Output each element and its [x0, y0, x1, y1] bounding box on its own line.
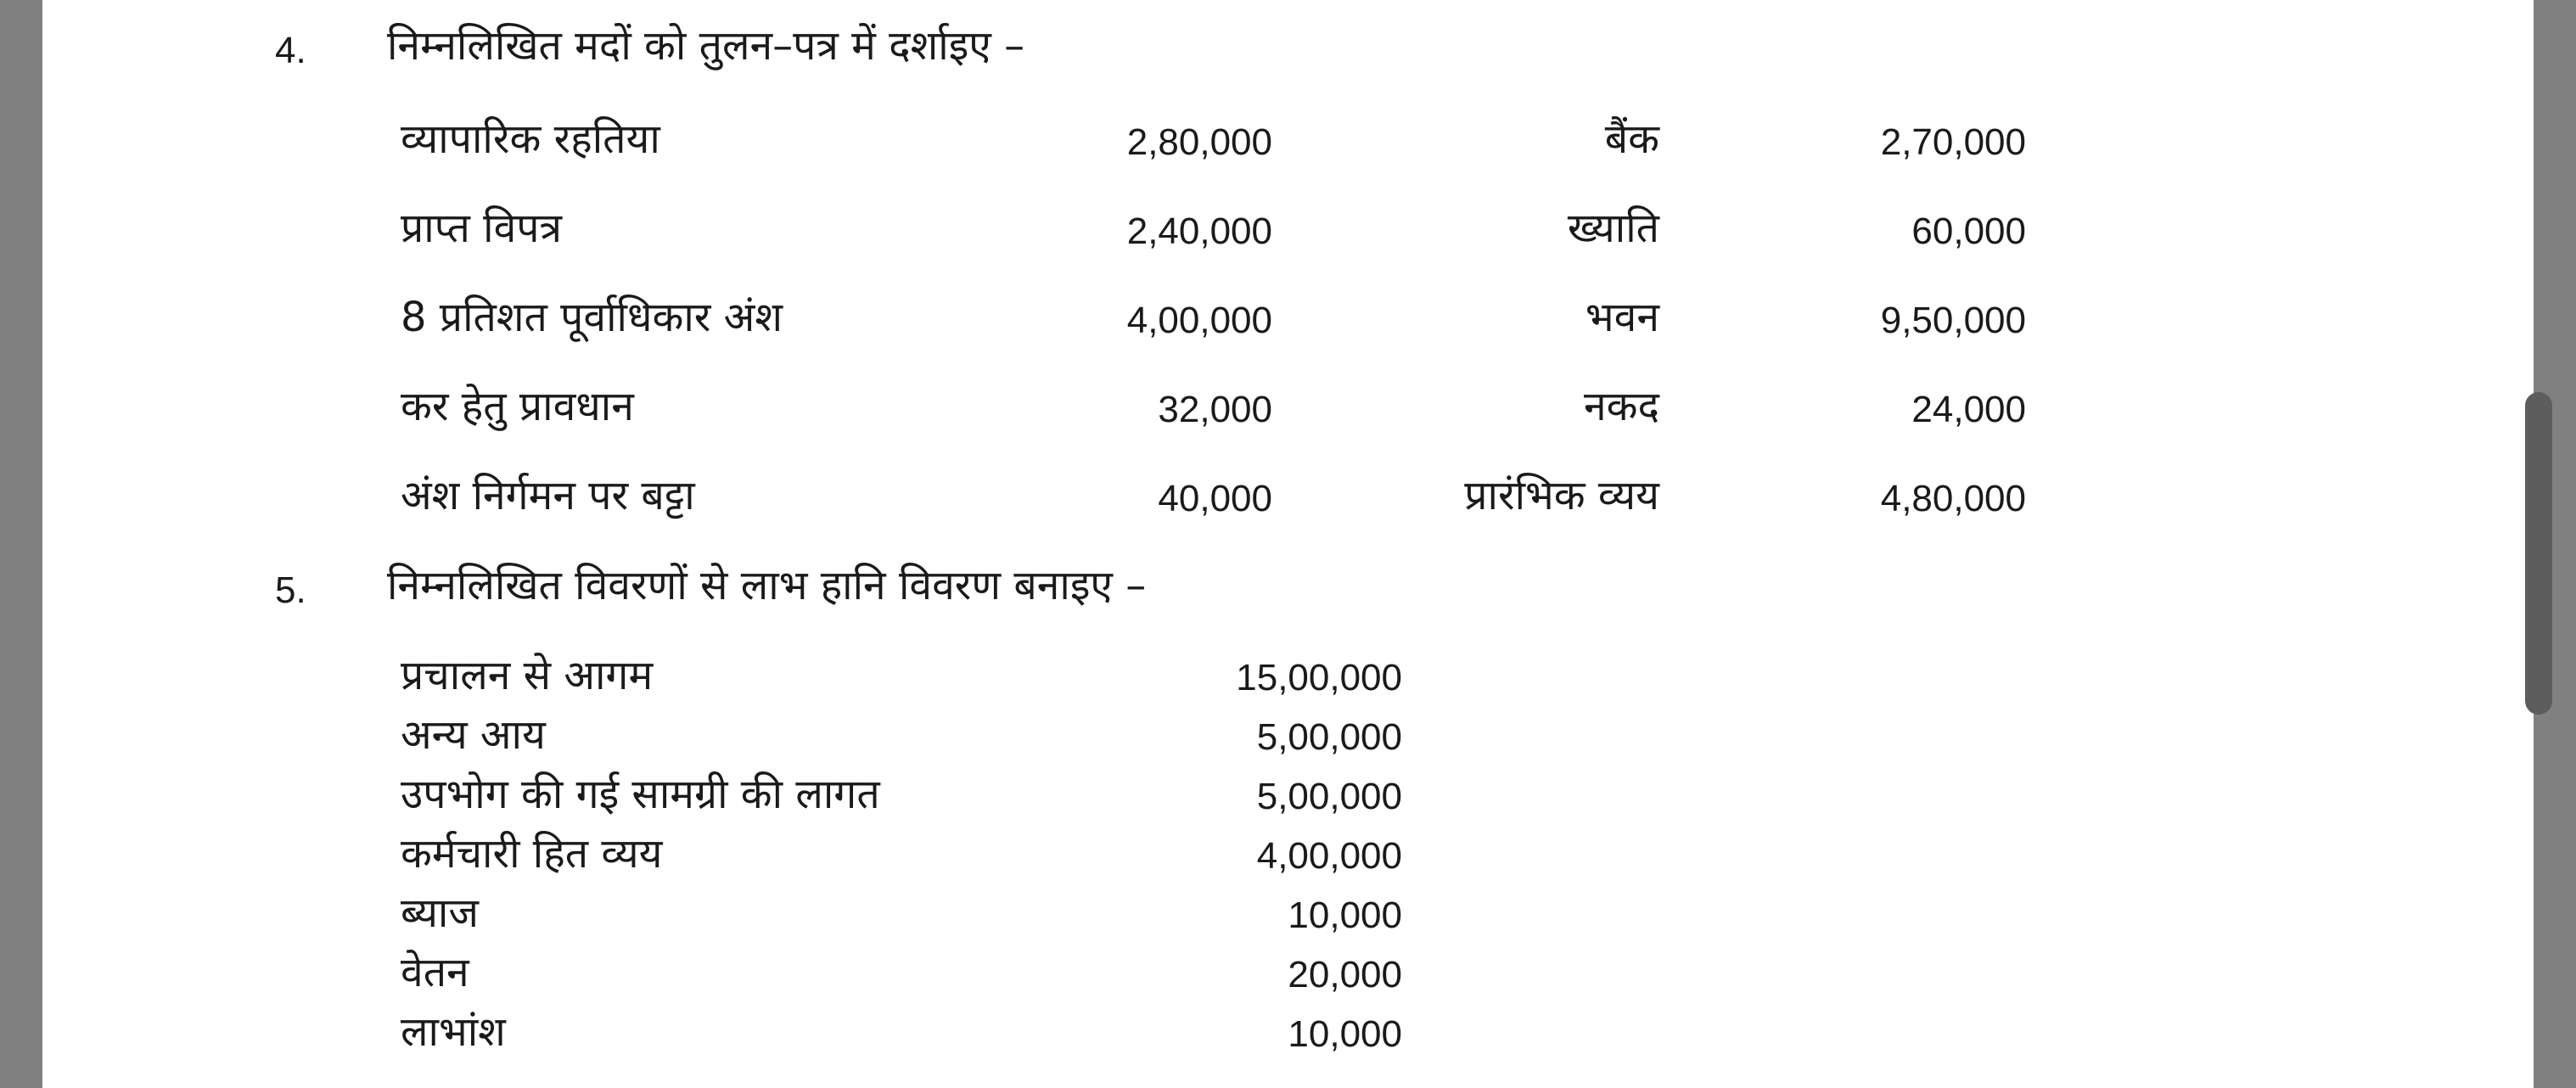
q5-row-3-label: उपभोग की गई सामग्री की लागत — [401, 771, 880, 818]
q5-row-6-label: वेतन — [401, 949, 469, 996]
q5-row-1-value: 15,00,000 — [1236, 657, 1402, 698]
q4-row-4-right-label: नकद — [1584, 383, 1659, 430]
q4-row-4-right-value: 24,000 — [1911, 389, 2026, 430]
q5-row-3-value: 5,00,000 — [1256, 776, 1402, 817]
q5-row-4-value: 4,00,000 — [1256, 835, 1402, 877]
q4-row-3-left-label: 8 प्रतिशत पूर्वाधिकार अंश — [401, 294, 783, 341]
q4-row-1-left-label: व्यापारिक रहतिया — [401, 115, 660, 163]
q4-row-4-left-value: 32,000 — [1158, 389, 1272, 430]
question-5-title: निम्नलिखित विवरणों से लाभ हानि विवरण बनाइए – — [387, 562, 1147, 609]
q4-row-5-right-value: 4,80,000 — [1880, 478, 2026, 519]
q4-row-5-left-label: अंश निर्गमन पर बट्टा — [401, 472, 695, 519]
q4-row-5-right-label: प्रारंभिक व्यय — [1464, 472, 1659, 519]
q5-row-5-value: 10,000 — [1288, 895, 1402, 936]
q4-row-2-right-value: 60,000 — [1911, 210, 2026, 252]
q5-row-1-label: प्रचालन से आगम — [401, 652, 654, 699]
q4-row-2-left-value: 2,40,000 — [1126, 210, 1272, 252]
q4-row-2-left-label: प्राप्त विपत्र — [401, 205, 563, 252]
q5-row-2-value: 5,00,000 — [1256, 716, 1402, 758]
q4-row-1-right-label: बैंक — [1604, 115, 1659, 163]
q4-row-1-left-value: 2,80,000 — [1126, 121, 1272, 163]
q4-row-4-left-label: कर हेतु प्रावधान — [401, 383, 634, 430]
q5-row-5-label: ब्याज — [401, 889, 479, 937]
q4-row-5-left-value: 40,000 — [1158, 478, 1272, 519]
q5-row-4-label: कर्मचारी हित व्यय — [401, 830, 663, 878]
q4-row-2-right-label: ख्याति — [1567, 205, 1659, 252]
q4-row-3-right-label: भवन — [1585, 294, 1659, 341]
question-4-title: निम्नलिखित मदों को तुलन–पत्र में दर्शाइए – — [387, 22, 1025, 70]
question-4-number: 4. — [275, 30, 306, 71]
vertical-scrollbar-thumb[interactable] — [2525, 392, 2552, 715]
q5-row-7-value: 10,000 — [1288, 1013, 1402, 1055]
q5-row-2-label: अन्य आय — [401, 711, 546, 759]
q4-row-3-left-value: 4,00,000 — [1126, 300, 1272, 341]
question-5-number: 5. — [275, 569, 306, 611]
q5-row-7-label: लाभांश — [401, 1008, 506, 1056]
q4-row-1-right-value: 2,70,000 — [1880, 121, 2026, 163]
q5-row-6-value: 20,000 — [1288, 954, 1402, 995]
q4-row-3-right-value: 9,50,000 — [1880, 300, 2026, 341]
